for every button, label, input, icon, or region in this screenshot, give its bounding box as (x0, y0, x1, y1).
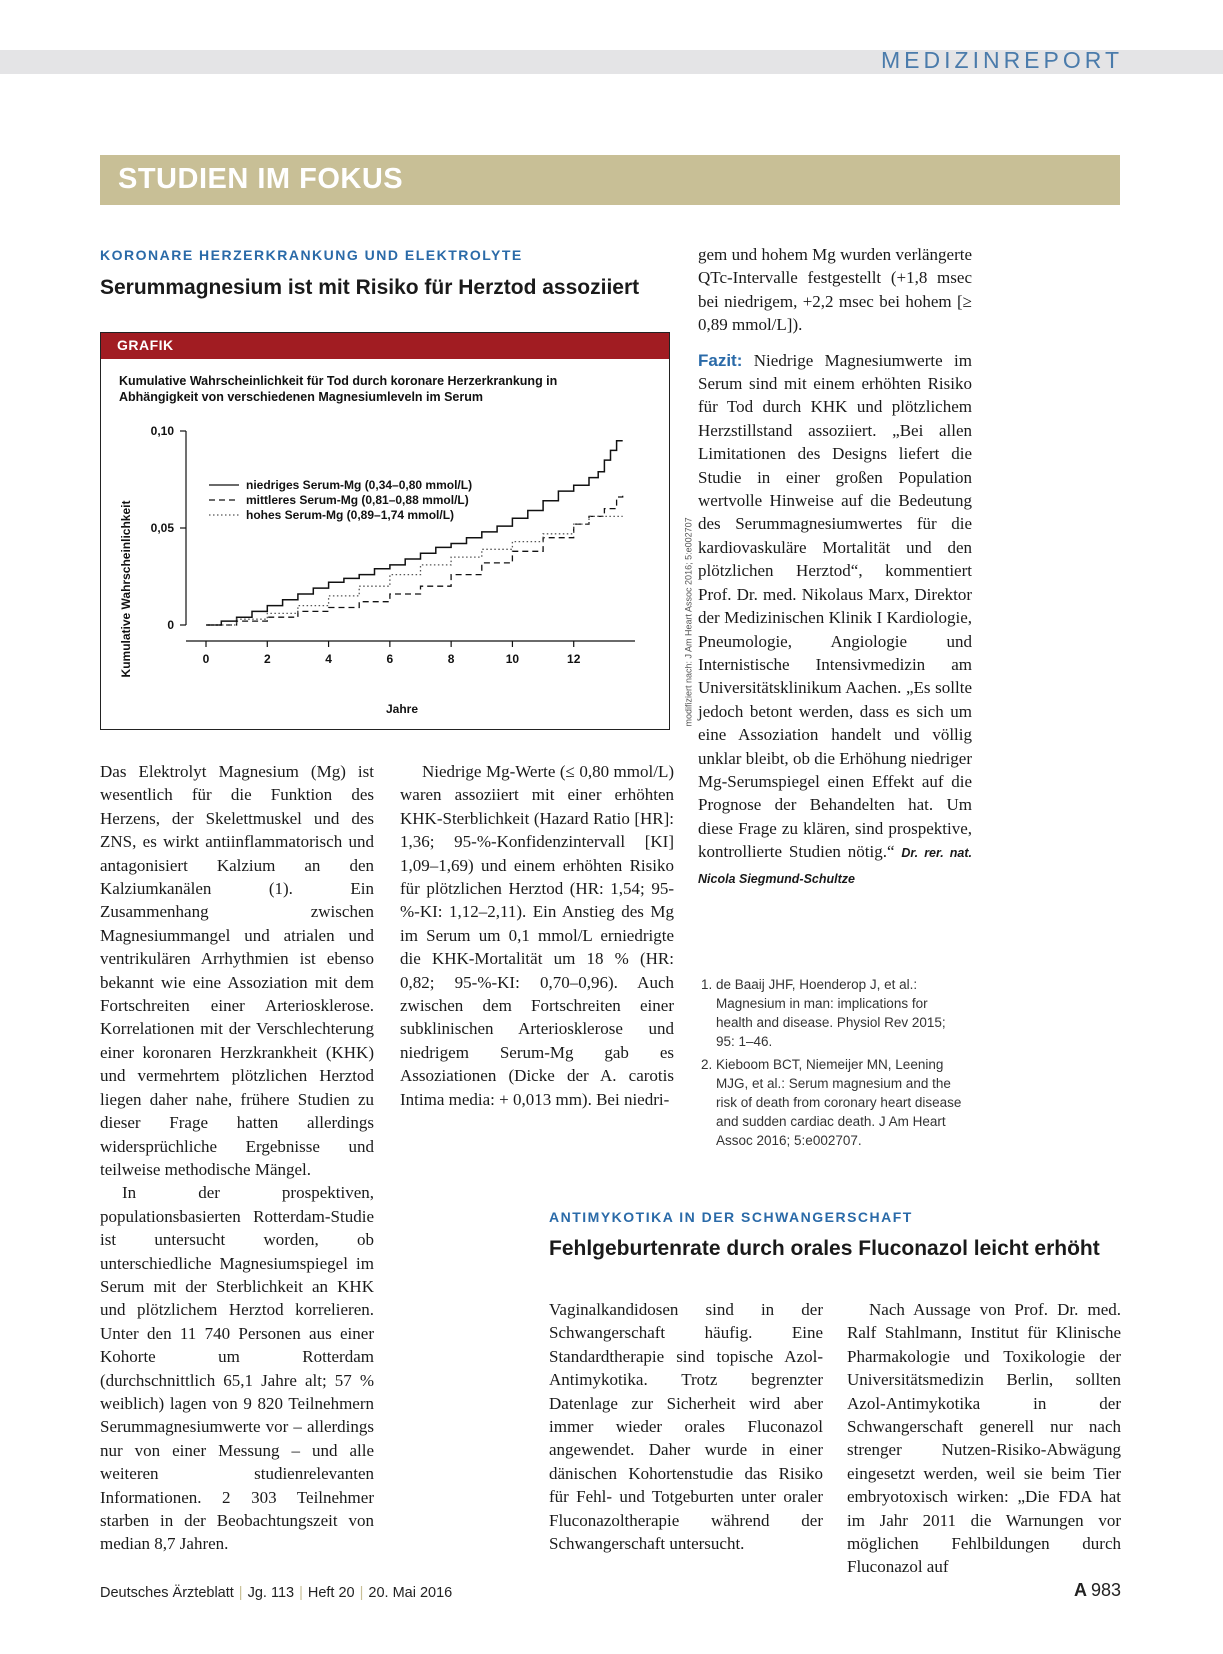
article2-column-2 (847, 1298, 1121, 1579)
y-tick-label: 0 (167, 618, 174, 632)
page-prefix: A (1073, 1580, 1087, 1600)
article1-column-3 (698, 243, 972, 891)
reference-item: 1. de Baaij JHF, Hoenderop J, et al.: Magnesium in man: implications for health and disease. Physiol Rev 2015; 95: 1–46. (716, 975, 968, 1051)
article1-paragraph-1: Das Elektrolyt Magnesium (Mg) ist wesentlich für die Funktion des Herzens, der Skelettmuskel und des ZNS, es wirkt antiinflammatorisch und antagonisiert Kalzium an den Kalziumkanälen (1). Ein Zusammenhang zwischen Magnesiummangel und atrialen und ventrikulären Arrhythmien ist ebenso bekannt wie eine Assoziation mit dem Fortschreiten einer Arteriosklerose. Korrelationen mit der Verschlechterung einer koronaren Herzkrankheit (KHK) und vermehrtem plötzlichen Herztod liegen daher nahe, frühere Studien zu dieser Frage hatten allerdings widersprüchliche Ergebnisse und teilweise methodische Mängel. (100, 762, 374, 1179)
x-tick-label: 4 (325, 652, 332, 666)
chart-title-line-1: Kumulative Wahrscheinlichkeit für Tod durch koronare Herzerkrankung in (119, 374, 558, 388)
x-tick-label: 10 (505, 652, 520, 666)
section-title: STUDIEN IM FOKUS (118, 163, 404, 195)
y-tick-label: 0,05 (150, 521, 174, 535)
fazit-label: Fazit: (698, 350, 743, 370)
article1-column-1 (100, 760, 374, 1556)
footer-journal: Deutsches Ärzteblatt (100, 1585, 234, 1601)
article2-kicker: ANTIMYKOTIKA IN DER SCHWANGERSCHAFT (549, 1209, 913, 1225)
legend-label-1: niedriges Serum-Mg (0,34–0,80 mmol/L) (246, 478, 473, 492)
article1-paragraph-4: gem und hohem Mg wurden verlängerte QTc-Intervalle festgestellt (+1,8 msec bei niedrigem, +2,2 msec bei hohem [≥ 0,89 mmol/L]). (698, 245, 972, 335)
footer-citation: Deutsches Ärzteblatt | Jg. 113 | Heft 20 | 20. Mai 2016 (100, 1585, 453, 1601)
y-axis-label: Kumulative Wahrscheinlichkeit (119, 500, 133, 678)
x-tick-label: 8 (447, 652, 455, 666)
figure-label-bar (101, 333, 669, 359)
figure-label: GRAFIK (117, 337, 174, 353)
x-tick-label: 2 (263, 652, 271, 666)
page-number-value: 983 (1090, 1580, 1121, 1600)
article2-column-1 (549, 1298, 823, 1555)
series-line-3 (206, 516, 623, 625)
section-rubric: MEDIZINREPORT (881, 47, 1123, 73)
chart-axes (151, 424, 635, 666)
article1-fazit (698, 349, 972, 891)
article2-title: Fehlgeburtenrate durch orales Fluconazol leicht erhöht (549, 1237, 1100, 1260)
article2-paragraph-2: Nach Aussage von Prof. Dr. med. Ralf Stahlmann, Institut für Klinische Pharmakologie und Toxikologie der Universitätsmedizin Berlin, sollten Azol-Antimykotika in der Schwangerschaft generell nur nach strenger Nutzen-Risiko-Abwägung eingesetzt werden, weil sie beim Tier embryotoxisch wirken: „Die FDA hat im Jahr 2011 die Warnungen vor möglichen Fehlbildungen durch Fluconazol auf (847, 1300, 1121, 1577)
x-tick-label: 0 (202, 652, 210, 666)
article1-kicker: KORONARE HERZERKRANKUNG UND ELEKTROLYTE (100, 247, 523, 263)
chart-svg (101, 359, 669, 729)
footer-issue: Heft 20 (307, 1585, 355, 1601)
page-number (1074, 1580, 1121, 1601)
reference-item: 2. Kieboom BCT, Niemeijer MN, Leening MJG, et al.: Serum magnesium and the risk of death from coronary heart disease and sudden cardiac death. J Am Heart Assoc 2016; 5:e002707. (716, 1055, 968, 1150)
article1-title: Serummagnesium ist mit Risiko für Herztod assoziiert (100, 276, 640, 299)
y-tick-label: 0,10 (150, 424, 174, 438)
footer-date: 20. Mai 2016 (368, 1585, 453, 1601)
author-byline: Dr. rer. nat. Nicola Siegmund-Schultze (698, 846, 973, 886)
article1-column-2 (400, 760, 674, 1111)
section-banner (100, 155, 1120, 205)
chart-legend (209, 478, 472, 522)
article1-paragraph-3: Niedrige Mg-Werte (≤ 0,80 mmol/L) waren assoziiert mit einer erhöhten KHK-Sterblichkeit (Hazard Ratio [HR]: 1,36; 95-%-Konfidenzintervall [KI] 1,09–1,69) und einem erhöhten Risiko für plötzlichen Herztod (HR: 1,54; 95-%-KI: 1,12–2,11). Ein Anstieg des Mg im Serum um 0,1 mmol/L erniedrigte die KHK-Mortalität um 18 % (HR: 0,82; 95-%-KI: 0,70–0,96). Auch zwischen dem Fortschreiten einer subklinischen Arteriosklerose und niedrigem Serum-Mg gab es Assoziationen (Dicke der A. carotis Intima media: + 0,013 mm). Bei niedri- (400, 762, 674, 1109)
x-tick-label: 12 (567, 652, 581, 666)
article2-paragraph-1: Vaginalkandidosen sind in der Schwangerschaft häufig. Eine Standardtherapie sind topische Azol-Antimykotika. Trotz begrenzter Datenlage zur Sicherheit wird aber immer wieder orales Fluconazol angewendet. Daher wurde in einer dänischen Kohortenstudie das Risiko für Fehl- und Totgeburten unter oraler Fluconazoltherapie während der Schwangerschaft untersucht. (549, 1300, 823, 1554)
reference-list (698, 975, 968, 1154)
footer-volume: Jg. 113 (247, 1585, 295, 1601)
x-tick-label: 6 (386, 652, 394, 666)
figure-credit (676, 517, 694, 730)
figure-credit-text: modifiziert nach: J Am Heart Assoc 2016; 5:e002707 (683, 517, 694, 727)
chart-series (206, 441, 623, 625)
legend-label-2: mittleres Serum-Mg (0,81–0,88 mmol/L) (246, 493, 469, 507)
x-axis-label: Jahre (385, 702, 419, 716)
article1-paragraph-2: In der prospektiven, populationsbasierten Rotterdam-Studie ist untersucht worden, ob unterschiedliche Magnesiumspiegel im Serum mit der Sterblichkeit an KHK und plötzlichem Herztod korrelieren. Unter den 11 740 Personen aus einer Kohorte um Rotterdam (durchschnittlich 65,1 Jahre alt; 57 % weiblich) lagen von 9 820 Teilnehmern Serummagnesiumwerte vor – allerdings nur von einer Messung – und alle weiteren studienrelevanten Informationen. 2 303 Teilnehmer starben in der Beobachtungszeit von median 8,7 Jahren. (100, 1183, 374, 1554)
chart-figure (100, 332, 670, 730)
chart-title-line-2: Abhängigkeit von verschiedenen Magnesiumleveln im Serum (119, 390, 483, 404)
fazit-text: Niedrige Magnesiumwerte im Serum sind mit einem erhöhten Risiko für Tod durch KHK und plötzlichem Herzstillstand assoziiert. „Bei allen Limitationen des Designs liefert die Studie in einer großen Population wertvolle Hinweise auf die Bedeutung des Serummagnesiumwertes für die kardiovaskuläre Mortalität und den plötzlichen Herztod“, kommentiert Prof. Dr. med. Nikolaus Marx, Direktor der Medizinischen Klinik I Kardiologie, Pneumologie, Angiologie und Internistische Intensivmedizin am Universitätsklinikum Aachen. „Es sollte jedoch betont werden, dass es sich um eine Assoziation handelt und völlig unklar bleibt, ob die Erhöhung niedriger Mg-Serumspiegel einen Effekt auf die Prognose der Behandelten hat. Um diese Frage zu klären, sind prospektive, kontrollierte Studien nötig.“ (698, 350, 972, 862)
series-line-1 (206, 441, 623, 625)
legend-label-3: hohes Serum-Mg (0,89–1,74 mmol/L) (246, 508, 455, 522)
